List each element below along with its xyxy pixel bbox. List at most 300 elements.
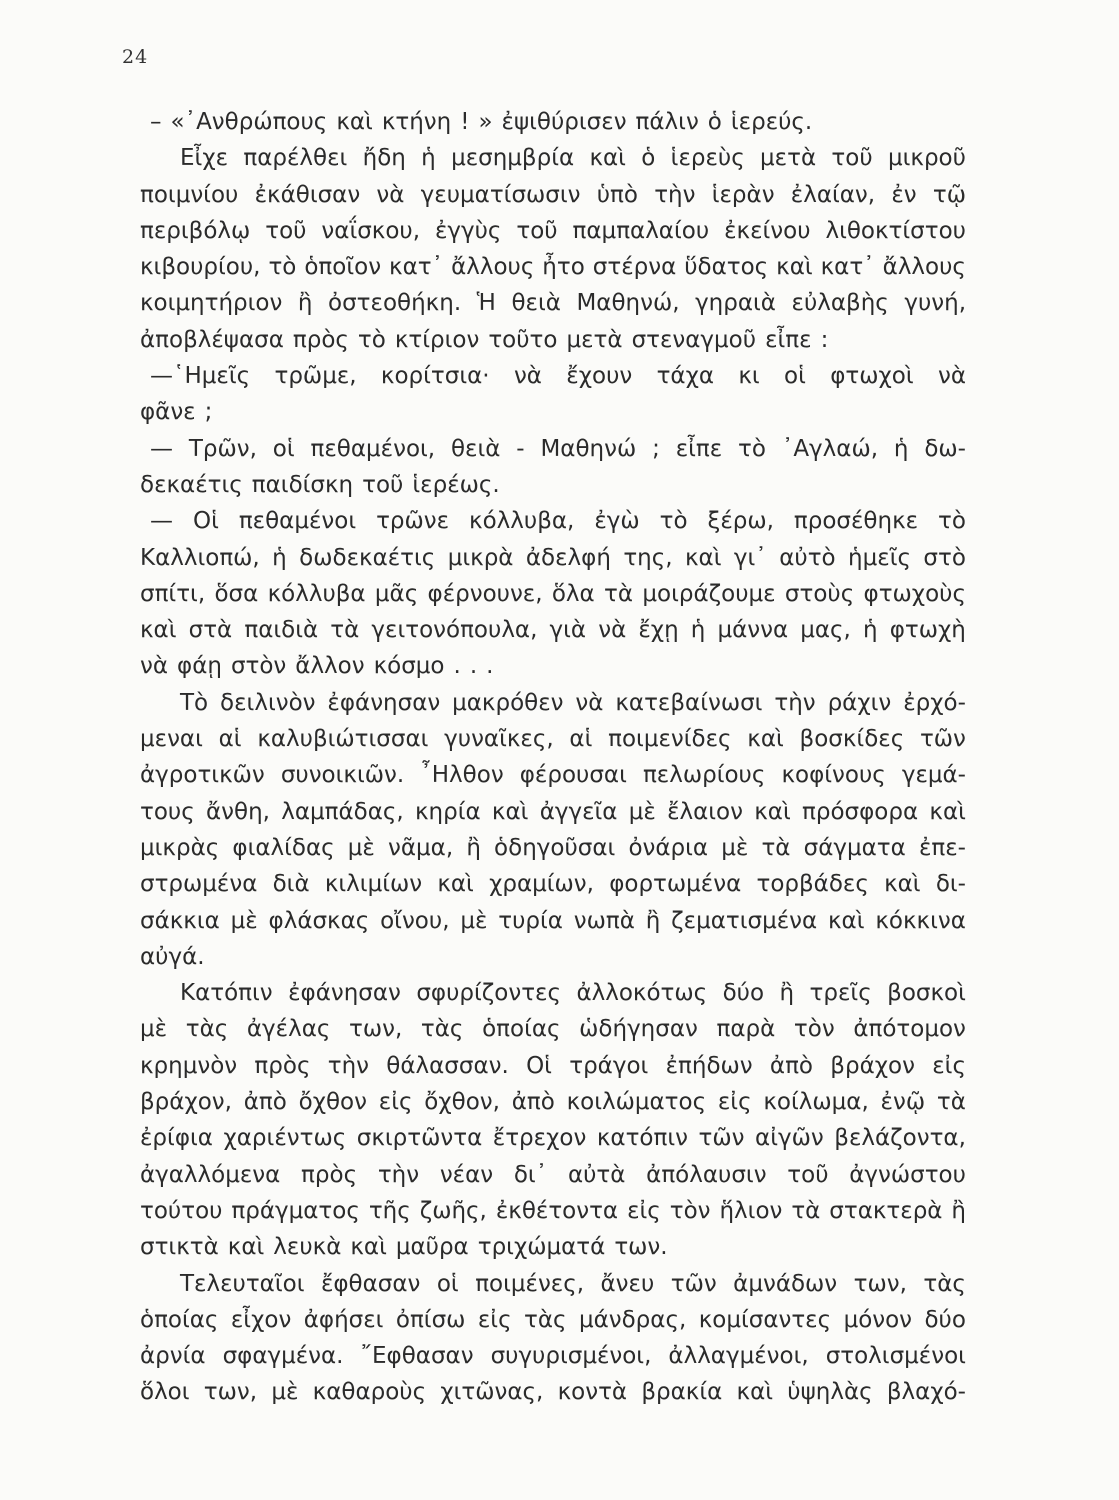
word: δύο xyxy=(722,980,765,1007)
word: ἢ xyxy=(951,1197,966,1224)
word: εἰς xyxy=(477,1306,512,1333)
word: τριχώματά xyxy=(477,1234,606,1261)
word: τὸ xyxy=(659,508,688,535)
word: - xyxy=(516,435,525,462)
word: καὶ xyxy=(929,798,966,825)
word: μικρὰς xyxy=(140,834,220,861)
word: γιὰ xyxy=(549,617,587,644)
word: ἔλαιον xyxy=(667,798,743,825)
word: ἔχῃ xyxy=(638,617,679,644)
word: ἡ xyxy=(421,145,436,172)
word: των, xyxy=(853,1270,907,1297)
word: ἀγέλας xyxy=(246,1016,331,1043)
text-line xyxy=(140,285,966,321)
word: στὰ xyxy=(188,617,233,644)
word: τῶν xyxy=(919,726,966,753)
word: μακρόθεν xyxy=(452,689,564,716)
word: μὲ xyxy=(347,834,375,861)
word: – xyxy=(150,109,162,135)
word: παιδίσκη xyxy=(251,471,354,498)
word: πρὸς xyxy=(254,1052,311,1079)
word: περιβόλῳ xyxy=(140,217,251,244)
word: τούτου xyxy=(140,1197,223,1224)
word: μοιράζουμε xyxy=(642,580,776,607)
word: Τρῶν, xyxy=(188,435,257,462)
word: ὁποίας xyxy=(140,1306,219,1333)
word: πελωρίους xyxy=(642,762,766,789)
word: μας, xyxy=(800,617,851,644)
word: φάῃ xyxy=(177,653,222,680)
word: νέαν xyxy=(439,1161,494,1188)
word: γειτονόπουλα, xyxy=(371,617,538,644)
word: καὶ xyxy=(828,907,865,934)
word: φτωχοὺς xyxy=(863,580,966,607)
word: φέρουσαι xyxy=(519,762,627,789)
word: ἐγγὺς xyxy=(434,217,502,244)
word: λευκὰ xyxy=(273,1234,342,1261)
word: τοῦτο xyxy=(488,326,558,353)
word: αἰγῶν xyxy=(755,1125,824,1152)
word: μικρὰ xyxy=(447,544,514,571)
word: καὶ xyxy=(227,1234,265,1261)
word: μάννα xyxy=(717,617,789,644)
word: ράχιν xyxy=(827,689,892,716)
word: παρὰ xyxy=(716,1016,776,1043)
word: συγυρισμένοι, xyxy=(490,1343,652,1370)
word: τοῦ xyxy=(831,145,873,172)
word: φτωχοὶ xyxy=(830,363,914,390)
word: ἔτρεχον xyxy=(492,1125,587,1152)
word: φλάσκας xyxy=(268,907,370,934)
word: των, xyxy=(349,1016,403,1043)
word: ἡ xyxy=(863,617,878,644)
word: ὕδατος xyxy=(684,254,769,281)
text-line xyxy=(140,685,966,721)
word: οἱ xyxy=(436,1270,459,1297)
word: καὶ xyxy=(736,1379,774,1406)
word: . xyxy=(469,653,478,680)
text-line xyxy=(140,612,966,648)
word: Καλλιοπώ, xyxy=(140,544,260,571)
word: μὲ xyxy=(140,1016,168,1043)
word: εἰς xyxy=(378,1089,413,1116)
word: κοιλώματος xyxy=(566,1089,707,1116)
word: Οἱ xyxy=(526,1052,552,1079)
word: μεσημβρία xyxy=(451,145,575,172)
word: στὸ xyxy=(923,544,966,571)
word: πεθαμένοι, xyxy=(310,435,436,462)
word: τὴν xyxy=(774,689,816,716)
word: φτωχὴ xyxy=(889,617,966,644)
word: κόκκινα xyxy=(875,907,966,934)
text-line xyxy=(140,467,966,503)
word: εὐλαβὴς xyxy=(791,290,889,317)
text-line xyxy=(140,249,966,285)
text-line xyxy=(140,213,966,249)
word: κομίσαντες xyxy=(698,1306,832,1333)
word: — xyxy=(150,435,173,462)
word: ἀλλαγμένοι, xyxy=(668,1343,809,1370)
word: σφαγμένα. xyxy=(222,1343,344,1370)
word: τὰ xyxy=(761,834,791,861)
word: κατόπιν xyxy=(596,1125,688,1152)
word: βράχον xyxy=(830,1052,915,1079)
word: ὁποῖον xyxy=(304,254,382,281)
word: τὸ xyxy=(938,508,966,535)
word: καὶ xyxy=(140,617,177,644)
word: μικροῦ xyxy=(887,145,966,172)
word: των, xyxy=(203,1379,258,1406)
word: στέρνα xyxy=(592,254,677,281)
word: νὰ xyxy=(376,181,405,208)
word: ποιμένες, xyxy=(475,1270,585,1297)
text-line xyxy=(140,1011,966,1047)
text-line xyxy=(140,140,966,176)
word: τὸν xyxy=(669,1197,711,1224)
word: καλυβιώτισσαι xyxy=(257,726,429,753)
word: ὁποίας xyxy=(482,1016,561,1043)
word: τὰ xyxy=(791,1197,821,1224)
word: καὶ xyxy=(589,145,626,172)
word: τῶν xyxy=(670,1270,717,1297)
word: παιδιὰ xyxy=(244,617,319,644)
word: νὰ xyxy=(598,617,627,644)
word: ἐκάθισαν xyxy=(254,181,361,208)
word: πεθαμένοι xyxy=(238,508,357,535)
text-line xyxy=(140,503,966,539)
word: ἀπόλαυσιν xyxy=(646,1161,767,1188)
text-line xyxy=(140,104,966,140)
word: κτίριον xyxy=(394,326,480,353)
word: βρακία xyxy=(641,1379,723,1406)
word: ἄλλους xyxy=(451,254,535,281)
text-line xyxy=(140,794,966,830)
word: ! xyxy=(460,109,470,135)
word: ἀγαλλόμενα xyxy=(140,1161,281,1188)
word: στολισμένοι xyxy=(825,1343,966,1370)
word: ἐρχό- xyxy=(903,689,966,716)
word: τὴν xyxy=(654,181,696,208)
word: ῎Εφθασαν xyxy=(360,1343,474,1370)
word: Τὸ xyxy=(180,689,209,716)
word: » xyxy=(478,109,493,135)
word: σπίτι, xyxy=(140,580,206,607)
word: τὰ xyxy=(936,1089,966,1116)
word: ἱερεύς. xyxy=(730,109,813,135)
word: καὶ xyxy=(747,726,784,753)
word: κοιμητήριον xyxy=(140,290,283,317)
word: νὰ xyxy=(140,653,169,680)
word: Τελευταῖοι xyxy=(180,1270,305,1297)
word: κατ᾽ xyxy=(820,254,875,281)
body-text xyxy=(140,104,966,1411)
word: τοῦ xyxy=(265,217,307,244)
word: τῶν xyxy=(698,1125,745,1152)
word: τοῦ xyxy=(787,1161,829,1188)
word: δύο xyxy=(924,1306,966,1333)
word: εἶπε xyxy=(675,435,723,462)
word: ἀπὸ xyxy=(769,1052,814,1079)
word: τους xyxy=(140,798,195,825)
word: γυναῖκες, xyxy=(444,726,554,753)
word: ἡ xyxy=(893,435,909,462)
word: στεναγμοῦ xyxy=(631,326,757,353)
word: προσέθηκε xyxy=(793,508,919,535)
word: τῷ xyxy=(932,181,966,208)
word: τρῶμε, xyxy=(274,363,357,390)
word: ἢ xyxy=(779,980,795,1007)
word: τὴν xyxy=(377,1161,420,1188)
text-line xyxy=(140,576,966,612)
text-line xyxy=(140,1266,966,1302)
word: ἀφήσει xyxy=(303,1306,384,1333)
text-line xyxy=(140,757,966,793)
word: νὰ xyxy=(575,689,604,716)
word: κηρία xyxy=(414,798,481,825)
text-line xyxy=(140,975,966,1011)
word: ὁ xyxy=(707,109,722,135)
word: λιθοκτίστου xyxy=(825,217,966,244)
word: φορτωμένα xyxy=(609,871,742,898)
text-line xyxy=(140,1048,966,1084)
text-line xyxy=(140,1302,966,1338)
word: . xyxy=(453,653,461,680)
word: κτήνη xyxy=(381,109,452,135)
word: δεκαέτις xyxy=(140,471,243,498)
word: ἢ xyxy=(466,834,481,861)
word: πάλιν xyxy=(635,109,699,135)
word: ἡμεῖς xyxy=(848,544,911,571)
word: δω- xyxy=(924,435,966,462)
word: νᾶμα, xyxy=(388,834,454,861)
word: ἱερέως. xyxy=(412,471,500,498)
word: ἐκθέτοντα xyxy=(495,1197,619,1224)
text-line xyxy=(140,1157,966,1193)
word: ὄχθον xyxy=(298,1089,367,1116)
word: τὰ xyxy=(330,617,360,644)
word: ἀλλοκότως xyxy=(576,980,708,1007)
word: γεμά- xyxy=(901,762,966,789)
word: τράγοι xyxy=(569,1052,649,1079)
word: οἴνου, xyxy=(380,907,450,934)
word: θειὰ xyxy=(511,290,561,317)
word: ἐλαίαν, xyxy=(790,181,876,208)
text-line xyxy=(140,866,966,902)
word: χιτῶνας, xyxy=(440,1379,544,1406)
text-line xyxy=(140,939,966,975)
word: κρημνὸν xyxy=(140,1052,238,1079)
word: μόνον xyxy=(843,1306,913,1333)
word: ἦτο xyxy=(542,254,585,281)
word: ἀπὸ xyxy=(511,1089,555,1116)
word: στακτερὰ xyxy=(829,1197,943,1224)
word: τὰς xyxy=(420,1016,464,1043)
word: βράχον, xyxy=(140,1089,232,1116)
word: στὸν xyxy=(230,653,287,680)
word: τῆς xyxy=(368,1197,411,1224)
word: ἐνῷ xyxy=(880,1089,926,1116)
word: κατεβαίνωσι xyxy=(615,689,763,716)
word: φᾶνε xyxy=(140,399,196,426)
word: των. xyxy=(614,1234,668,1261)
word: ἐν xyxy=(891,181,917,208)
word: ἄλλους xyxy=(882,254,966,281)
word: ὅλοι xyxy=(140,1379,190,1406)
text-line xyxy=(140,1374,966,1410)
word: βελάζοντα, xyxy=(834,1125,966,1152)
word: σάγματα xyxy=(803,834,906,861)
word: τὸ xyxy=(268,254,297,281)
word: καὶ xyxy=(437,871,474,898)
word: ἀρνία xyxy=(140,1343,206,1370)
word: Μαθηνώ, xyxy=(576,290,680,317)
word: φέρνουνε, xyxy=(427,580,543,607)
word: γι᾽ xyxy=(733,544,767,571)
word: ῏Ηλθον xyxy=(420,762,504,789)
word: τὸ xyxy=(738,435,766,462)
word: νὰ xyxy=(937,363,966,390)
word: καὶ xyxy=(884,871,921,898)
word: μὲ xyxy=(460,907,488,934)
word: ὁδηγοῦσαι xyxy=(494,834,616,861)
word: παμπαλαίου xyxy=(572,217,710,244)
word: κι xyxy=(738,363,760,390)
word: ὅσα xyxy=(214,580,259,607)
word: Εἶχε xyxy=(180,145,229,172)
text-line xyxy=(140,394,966,430)
word: ὀπίσω xyxy=(395,1306,466,1333)
word: γευματίσωσιν xyxy=(420,181,581,208)
word: ἐψιθύρισεν xyxy=(501,109,627,135)
word: θάλασσαν. xyxy=(386,1052,509,1079)
word: ἢ xyxy=(297,290,313,317)
word: τάχα xyxy=(656,363,715,390)
word: ἄλλον xyxy=(295,653,365,680)
word: καὶ xyxy=(776,254,813,281)
word: πρόσφορα xyxy=(802,798,919,825)
word: γηραιὰ xyxy=(695,290,776,317)
word: τοῦ xyxy=(362,471,404,498)
word: Μαθηνώ xyxy=(540,435,637,462)
text-line xyxy=(140,648,966,684)
word: μὲ xyxy=(721,834,749,861)
word: ἀμνάδων xyxy=(733,1270,838,1297)
word: παρέλθει xyxy=(243,145,348,172)
word: δι᾽ xyxy=(513,1161,548,1188)
word: ποιμενίδες xyxy=(608,726,732,753)
word: ἀγγεῖα xyxy=(539,798,618,825)
word: ποιμνίου xyxy=(140,181,239,208)
word: χαριέντως xyxy=(223,1125,347,1152)
word: — xyxy=(150,508,173,535)
text-line xyxy=(140,1193,966,1229)
word: ἐπήδων xyxy=(665,1052,753,1079)
word: πρὸς xyxy=(292,326,349,353)
word: ἢ xyxy=(645,907,661,934)
word: ἡ xyxy=(272,544,287,571)
word: τὰ xyxy=(604,580,634,607)
word: νωπὰ xyxy=(573,907,635,934)
word: στοὺς xyxy=(784,580,855,607)
word: τὰς xyxy=(185,1016,229,1043)
word: μεναι xyxy=(140,726,203,753)
word: λαμπάδας, xyxy=(281,798,404,825)
word: κόλλυβα, xyxy=(469,508,575,535)
word: μᾶς xyxy=(374,580,419,607)
word: ἤδη xyxy=(362,145,406,172)
word: ἡ xyxy=(690,617,706,644)
word: —῾Ημεῖς xyxy=(150,363,251,390)
text-line xyxy=(140,322,966,358)
word: δειλινὸν xyxy=(220,689,316,716)
word: ὀστεοθήκη. xyxy=(328,290,462,317)
word: ἐπε- xyxy=(918,834,966,861)
word: κορίτσια· xyxy=(380,363,490,390)
word: ἐφάνησαν xyxy=(288,980,401,1007)
word: καθαροὺς xyxy=(312,1379,427,1406)
word: οἱ xyxy=(784,363,806,390)
word: αἱ xyxy=(218,726,242,753)
word: θειὰ xyxy=(450,435,501,462)
word: συνοικιῶν. xyxy=(280,762,405,789)
word: τὸν xyxy=(793,1016,835,1043)
word: μὲ xyxy=(628,798,656,825)
word: μετὰ xyxy=(566,326,623,353)
word: ὁ xyxy=(641,145,656,172)
word: δι- xyxy=(935,871,966,898)
word: μαῦρα xyxy=(395,1234,469,1261)
word: τὰς xyxy=(524,1306,567,1333)
word: διὰ xyxy=(272,871,310,898)
word: σφυρίζοντες xyxy=(416,980,561,1007)
word: κόλλυβα xyxy=(267,580,366,607)
word: βοσκοὶ xyxy=(887,980,966,1007)
word: εἰς xyxy=(627,1197,661,1224)
word: βλαχό- xyxy=(886,1379,966,1406)
word: καὶ xyxy=(350,1234,387,1261)
word: ; xyxy=(204,399,213,426)
word: καὶ xyxy=(336,109,373,135)
word: τὴν xyxy=(327,1052,370,1079)
word: ἄνευ xyxy=(600,1270,655,1297)
word: καὶ xyxy=(754,798,791,825)
word: ἄνθη, xyxy=(206,798,270,825)
word: Κατόπιν xyxy=(180,980,273,1007)
word: ἀπότομον xyxy=(853,1016,966,1043)
text-line xyxy=(140,540,966,576)
word: κοντὰ xyxy=(557,1379,628,1406)
word: μὲ xyxy=(271,1379,299,1406)
word: ὑπὸ xyxy=(596,181,638,208)
text-line xyxy=(140,721,966,757)
text-line xyxy=(140,1120,966,1156)
word: μάνδρας, xyxy=(578,1306,687,1333)
word: μὲ xyxy=(230,907,258,934)
word: κοίλωμα, xyxy=(763,1089,869,1116)
word: κοφίνους xyxy=(781,762,886,789)
word: χραμίων, xyxy=(489,871,594,898)
word: κατ᾽ xyxy=(389,254,444,281)
word: σκιρτῶντα xyxy=(356,1125,483,1152)
word: ᾽Αγλαώ, xyxy=(781,435,879,462)
word: ὑψηλὰς xyxy=(787,1379,873,1406)
word: κιλιμίων xyxy=(324,871,423,898)
word: ; xyxy=(652,435,660,462)
word: ἀπὸ xyxy=(243,1089,287,1116)
word: ἥλιον xyxy=(719,1197,783,1224)
word: ἔχουν xyxy=(566,363,633,390)
word: καὶ xyxy=(684,544,722,571)
